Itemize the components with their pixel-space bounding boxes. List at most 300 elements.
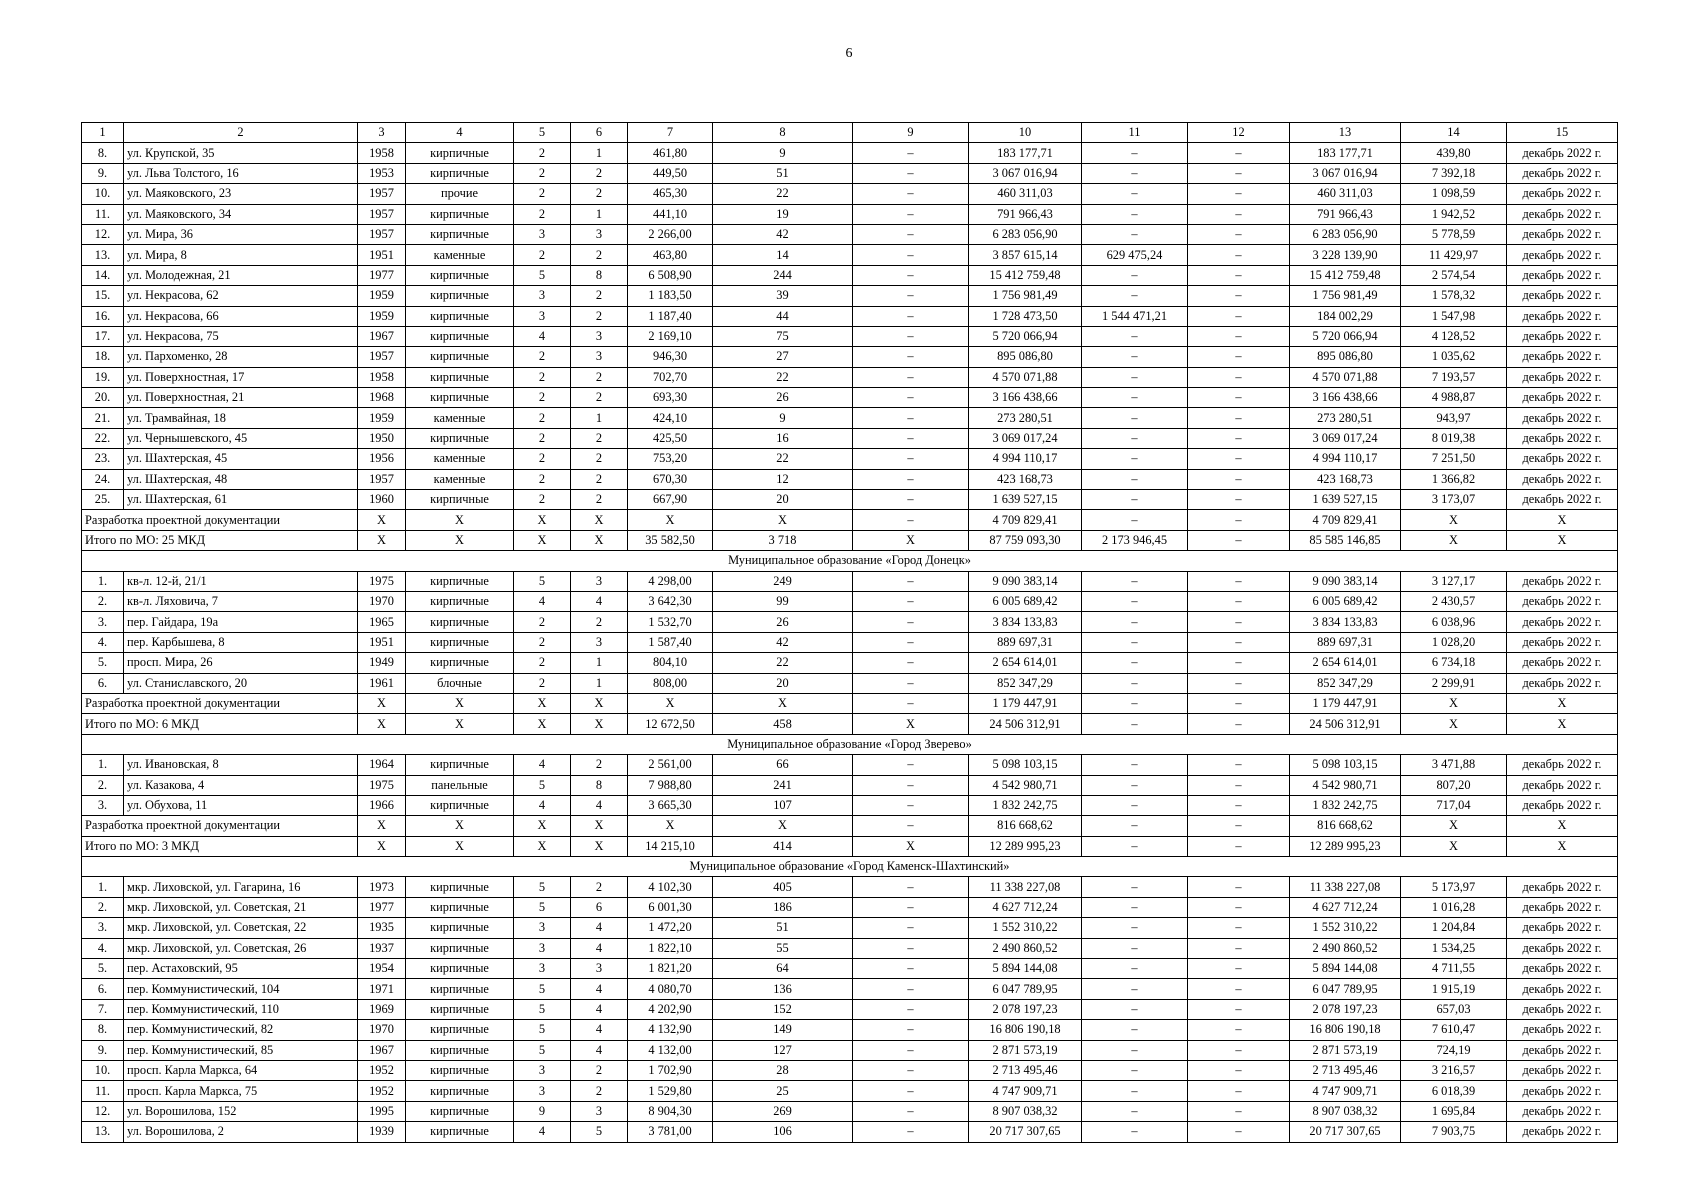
section-title-row: [82, 857, 1618, 877]
cell: кирпичные: [406, 959, 514, 979]
total-row-label: Итого по МО: 25 МКД: [82, 530, 358, 550]
cell: 1952: [358, 1081, 406, 1101]
cell: 1967: [358, 1040, 406, 1060]
cell: –: [1188, 265, 1290, 285]
cell: –: [853, 326, 969, 346]
cell: 2: [571, 306, 628, 326]
cell: 6 038,96: [1401, 612, 1507, 632]
cell: 5 720 066,94: [969, 326, 1082, 346]
cell: 152: [713, 999, 853, 1019]
design-docs-row: [82, 510, 1618, 530]
address-cell: ул. Пархоменко, 28: [124, 347, 358, 367]
cell: 5: [514, 1040, 571, 1060]
cell: 2 490 860,52: [969, 938, 1082, 958]
cell: 6 283 056,90: [1290, 224, 1401, 244]
cell: кирпичные: [406, 347, 514, 367]
cell: 3: [514, 938, 571, 958]
cell: 4: [571, 1020, 628, 1040]
table-row: [82, 612, 1618, 632]
cell: 1959: [358, 408, 406, 428]
cell: 26: [713, 612, 853, 632]
cell: 11 338 227,08: [969, 877, 1082, 897]
cell: 1956: [358, 449, 406, 469]
cell: –: [1188, 388, 1290, 408]
cell: X: [1507, 693, 1618, 713]
table-row: [82, 326, 1618, 346]
address-cell: ул. Мира, 8: [124, 245, 358, 265]
cell: X: [571, 693, 628, 713]
cell: –: [1082, 918, 1188, 938]
cell: 1952: [358, 1060, 406, 1080]
cell: 3 857 615,14: [969, 245, 1082, 265]
cell: 8 907 038,32: [1290, 1101, 1401, 1121]
cell: 1 534,25: [1401, 938, 1507, 958]
cell: –: [1188, 775, 1290, 795]
cell: 693,30: [628, 388, 713, 408]
cell: 4: [514, 326, 571, 346]
cell: –: [1188, 428, 1290, 448]
table-row: [82, 938, 1618, 958]
address-cell: пер. Коммунистический, 104: [124, 979, 358, 999]
cell: 3 642,30: [628, 591, 713, 611]
cell: 4: [571, 591, 628, 611]
cell: 3: [571, 224, 628, 244]
cell: 946,30: [628, 347, 713, 367]
deadline-cell: декабрь 2022 г.: [1507, 286, 1618, 306]
cell: 1937: [358, 938, 406, 958]
table-row: [82, 306, 1618, 326]
cell: 5 720 066,94: [1290, 326, 1401, 346]
cell: 1975: [358, 775, 406, 795]
address-cell: ул. Крупской, 35: [124, 143, 358, 163]
cell: 2: [514, 408, 571, 428]
cell: X: [571, 714, 628, 734]
cell: 6 018,39: [1401, 1081, 1507, 1101]
deadline-cell: декабрь 2022 г.: [1507, 571, 1618, 591]
cell: 249: [713, 571, 853, 591]
cell: 1939: [358, 1122, 406, 1142]
table-row: [82, 632, 1618, 652]
cell: 3: [514, 918, 571, 938]
cell: 2: [571, 245, 628, 265]
cell: 1958: [358, 143, 406, 163]
address-cell: ул. Ивановская, 8: [124, 755, 358, 775]
cell: 149: [713, 1020, 853, 1040]
cell: –: [1082, 184, 1188, 204]
cell: 465,30: [628, 184, 713, 204]
cell: 87 759 093,30: [969, 530, 1082, 550]
cell: 1 366,82: [1401, 469, 1507, 489]
cell: 22: [713, 367, 853, 387]
cell: 670,30: [628, 469, 713, 489]
cell: 753,20: [628, 449, 713, 469]
cell: 3: [571, 1101, 628, 1121]
cell: 1: [571, 143, 628, 163]
cell: 1961: [358, 673, 406, 693]
cell: X: [406, 714, 514, 734]
cell: 1 702,90: [628, 1060, 713, 1080]
page-number: 6: [845, 46, 853, 61]
cell: 414: [713, 836, 853, 856]
cell: 1 821,20: [628, 959, 713, 979]
deadline-cell: декабрь 2022 г.: [1507, 612, 1618, 632]
cell: кирпичные: [406, 306, 514, 326]
cell: 5: [514, 897, 571, 917]
cell: 1 547,98: [1401, 306, 1507, 326]
cell: 3: [571, 326, 628, 346]
cell: 20 717 307,65: [969, 1122, 1082, 1142]
cell: 2: [514, 653, 571, 673]
cell: 463,80: [628, 245, 713, 265]
cell: 2 561,00: [628, 755, 713, 775]
cell: 2: [514, 367, 571, 387]
row-number: 4.: [82, 632, 124, 652]
cell: X: [1507, 714, 1618, 734]
section-title: Муниципальное образование «Город Каменск-Шахтинский»: [82, 857, 1618, 877]
cell: 4: [514, 591, 571, 611]
cell: X: [1507, 530, 1618, 550]
header-cell: 12: [1188, 123, 1290, 143]
cell: –: [1082, 693, 1188, 713]
cell: –: [853, 816, 969, 836]
cell: –: [1082, 367, 1188, 387]
cell: 3: [514, 306, 571, 326]
cell: 1 942,52: [1401, 204, 1507, 224]
cell: X: [571, 510, 628, 530]
cell: кирпичные: [406, 490, 514, 510]
cell: –: [853, 959, 969, 979]
cell: 4 747 909,71: [1290, 1081, 1401, 1101]
cell: 4 132,00: [628, 1040, 713, 1060]
cell: X: [1401, 714, 1507, 734]
deadline-cell: декабрь 2022 г.: [1507, 347, 1618, 367]
cell: 5: [514, 265, 571, 285]
cell: X: [853, 714, 969, 734]
cell: 1 204,84: [1401, 918, 1507, 938]
cell: 3 834 133,83: [969, 612, 1082, 632]
cell: –: [1082, 265, 1188, 285]
cell: 1958: [358, 367, 406, 387]
cell: 9: [713, 143, 853, 163]
cell: –: [1082, 326, 1188, 346]
address-cell: ул. Поверхностная, 17: [124, 367, 358, 387]
deadline-cell: декабрь 2022 г.: [1507, 591, 1618, 611]
cell: 791 966,43: [969, 204, 1082, 224]
cell: –: [1082, 1081, 1188, 1101]
cell: 42: [713, 632, 853, 652]
cell: 1969: [358, 999, 406, 1019]
cell: 5: [514, 979, 571, 999]
cell: –: [1082, 1060, 1188, 1080]
cell: 1960: [358, 490, 406, 510]
cell: 3: [514, 1060, 571, 1080]
deadline-cell: декабрь 2022 г.: [1507, 775, 1618, 795]
row-number: 4.: [82, 938, 124, 958]
cell: 2 078 197,23: [1290, 999, 1401, 1019]
address-cell: мкр. Лиховской, ул. Гагарина, 16: [124, 877, 358, 897]
cell: –: [853, 388, 969, 408]
cell: –: [853, 224, 969, 244]
cell: 4 128,52: [1401, 326, 1507, 346]
cell: 4 202,90: [628, 999, 713, 1019]
deadline-cell: декабрь 2022 г.: [1507, 265, 1618, 285]
cell: –: [853, 918, 969, 938]
cell: 657,03: [1401, 999, 1507, 1019]
row-number: 16.: [82, 306, 124, 326]
table-row: [82, 367, 1618, 387]
cell: –: [1082, 347, 1188, 367]
cell: 889 697,31: [1290, 632, 1401, 652]
cell: кирпичные: [406, 1020, 514, 1040]
cell: 1 915,19: [1401, 979, 1507, 999]
cell: –: [1188, 1020, 1290, 1040]
cell: X: [358, 693, 406, 713]
cell: 1959: [358, 286, 406, 306]
cell: кирпичные: [406, 1040, 514, 1060]
section-title: Муниципальное образование «Город Донецк»: [82, 551, 1618, 571]
row-number: 5.: [82, 653, 124, 673]
address-cell: ул. Трамвайная, 18: [124, 408, 358, 428]
address-cell: ул. Обухова, 11: [124, 795, 358, 815]
cell: –: [853, 1081, 969, 1101]
cell: 9 090 383,14: [969, 571, 1082, 591]
cell: кирпичные: [406, 388, 514, 408]
cell: –: [1188, 632, 1290, 652]
cell: –: [1188, 490, 1290, 510]
cell: X: [571, 816, 628, 836]
deadline-cell: декабрь 2022 г.: [1507, 367, 1618, 387]
cell: –: [1082, 286, 1188, 306]
cell: 1954: [358, 959, 406, 979]
cell: –: [853, 775, 969, 795]
deadline-cell: декабрь 2022 г.: [1507, 632, 1618, 652]
cell: 26: [713, 388, 853, 408]
cell: 8 904,30: [628, 1101, 713, 1121]
header-cell: 14: [1401, 123, 1507, 143]
cell: 439,80: [1401, 143, 1507, 163]
cell: –: [853, 1122, 969, 1142]
cell: 5: [514, 1020, 571, 1040]
cell: 3 781,00: [628, 1122, 713, 1142]
cell: 3: [571, 571, 628, 591]
cell: X: [1401, 816, 1507, 836]
cell: 4 994 110,17: [969, 449, 1082, 469]
cell: –: [1082, 204, 1188, 224]
cell: 3 228 139,90: [1290, 245, 1401, 265]
row-number: 5.: [82, 959, 124, 979]
cell: панельные: [406, 775, 514, 795]
cell: X: [1507, 510, 1618, 530]
cell: 51: [713, 163, 853, 183]
cell: 1964: [358, 755, 406, 775]
table-row: [82, 653, 1618, 673]
address-cell: мкр. Лиховской, ул. Советская, 22: [124, 918, 358, 938]
cell: 3 471,88: [1401, 755, 1507, 775]
cell: 1 544 471,21: [1082, 306, 1188, 326]
row-number: 24.: [82, 469, 124, 489]
row-number: 12.: [82, 1101, 124, 1121]
cell: –: [1188, 714, 1290, 734]
cell: –: [853, 1101, 969, 1121]
cell: 2: [571, 469, 628, 489]
cell: 449,50: [628, 163, 713, 183]
address-cell: ул. Маяковского, 34: [124, 204, 358, 224]
cell: 107: [713, 795, 853, 815]
cell: 1 639 527,15: [969, 490, 1082, 510]
header-cell: 6: [571, 123, 628, 143]
cell: –: [853, 1060, 969, 1080]
design-docs-row-label: Разработка проектной документации: [82, 510, 358, 530]
row-number: 21.: [82, 408, 124, 428]
cell: X: [713, 693, 853, 713]
cell: кирпичные: [406, 999, 514, 1019]
deadline-cell: декабрь 2022 г.: [1507, 795, 1618, 815]
address-cell: мкр. Лиховской, ул. Советская, 26: [124, 938, 358, 958]
cell: 2: [571, 449, 628, 469]
cell: 1: [571, 408, 628, 428]
cell: –: [853, 490, 969, 510]
table-row: [82, 469, 1618, 489]
cell: 3 834 133,83: [1290, 612, 1401, 632]
cell: 16 806 190,18: [1290, 1020, 1401, 1040]
cell: 16: [713, 428, 853, 448]
cell: –: [1188, 184, 1290, 204]
cell: 2: [514, 163, 571, 183]
cell: 2: [571, 428, 628, 448]
cell: –: [1188, 591, 1290, 611]
header-row: [82, 123, 1618, 143]
cell: –: [1188, 326, 1290, 346]
cell: кирпичные: [406, 877, 514, 897]
cell: 6 508,90: [628, 265, 713, 285]
table-row: [82, 428, 1618, 448]
cell: –: [1188, 1081, 1290, 1101]
cell: 4 132,90: [628, 1020, 713, 1040]
cell: 3 166 438,66: [1290, 388, 1401, 408]
row-number: 10.: [82, 184, 124, 204]
cell: –: [1188, 1101, 1290, 1121]
cell: 6 047 789,95: [969, 979, 1082, 999]
cell: 2: [514, 490, 571, 510]
cell: 1965: [358, 612, 406, 632]
cell: –: [1082, 612, 1188, 632]
table-row: [82, 897, 1618, 917]
cell: 24 506 312,91: [969, 714, 1082, 734]
cell: X: [358, 714, 406, 734]
cell: –: [1082, 388, 1188, 408]
cell: 3 718: [713, 530, 853, 550]
cell: 7 193,57: [1401, 367, 1507, 387]
address-cell: ул. Некрасова, 62: [124, 286, 358, 306]
header-cell: 1: [82, 123, 124, 143]
cell: 1970: [358, 591, 406, 611]
table-row: [82, 1040, 1618, 1060]
cell: 28: [713, 1060, 853, 1080]
cell: 4 627 712,24: [969, 897, 1082, 917]
cell: 1: [571, 204, 628, 224]
cell: 244: [713, 265, 853, 285]
cell: X: [1401, 693, 1507, 713]
cell: 2: [514, 632, 571, 652]
table-row: [82, 224, 1618, 244]
table-row: [82, 918, 1618, 938]
cell: 4 102,30: [628, 877, 713, 897]
cell: 1 587,40: [628, 632, 713, 652]
cell: 9 090 383,14: [1290, 571, 1401, 591]
cell: 12 672,50: [628, 714, 713, 734]
cell: –: [853, 1020, 969, 1040]
deadline-cell: декабрь 2022 г.: [1507, 959, 1618, 979]
cell: 2 173 946,45: [1082, 530, 1188, 550]
cell: X: [358, 816, 406, 836]
cell: X: [713, 510, 853, 530]
cell: 1975: [358, 571, 406, 591]
cell: –: [1188, 163, 1290, 183]
cell: –: [1082, 632, 1188, 652]
deadline-cell: декабрь 2022 г.: [1507, 469, 1618, 489]
table-row: [82, 347, 1618, 367]
cell: 4 711,55: [1401, 959, 1507, 979]
cell: 4: [571, 938, 628, 958]
cell: 2: [571, 490, 628, 510]
table-row: [82, 979, 1618, 999]
cell: –: [1188, 449, 1290, 469]
cell: X: [1507, 816, 1618, 836]
cell: кирпичные: [406, 326, 514, 346]
cell: –: [1188, 612, 1290, 632]
table-row: [82, 1020, 1618, 1040]
cell: 667,90: [628, 490, 713, 510]
cell: –: [853, 184, 969, 204]
cell: 1 035,62: [1401, 347, 1507, 367]
cell: кирпичные: [406, 1101, 514, 1121]
cell: –: [1082, 653, 1188, 673]
deadline-cell: декабрь 2022 г.: [1507, 245, 1618, 265]
table-row: [82, 775, 1618, 795]
cell: 423 168,73: [969, 469, 1082, 489]
cell: –: [1188, 469, 1290, 489]
cell: 1949: [358, 653, 406, 673]
cell: 2: [571, 1060, 628, 1080]
cell: –: [853, 306, 969, 326]
cell: –: [1188, 245, 1290, 265]
cell: 183 177,71: [1290, 143, 1401, 163]
cell: 460 311,03: [1290, 184, 1401, 204]
cell: –: [1082, 428, 1188, 448]
cell: 66: [713, 755, 853, 775]
cell: 5: [514, 571, 571, 591]
cell: кирпичные: [406, 367, 514, 387]
address-cell: ул. Ворошилова, 2: [124, 1122, 358, 1142]
cell: 3 173,07: [1401, 490, 1507, 510]
cell: 1957: [358, 184, 406, 204]
cell: 1967: [358, 326, 406, 346]
cell: –: [853, 367, 969, 387]
cell: 22: [713, 449, 853, 469]
cell: –: [1188, 224, 1290, 244]
cell: –: [853, 143, 969, 163]
cell: 4: [571, 1040, 628, 1060]
cell: –: [853, 632, 969, 652]
cell: кирпичные: [406, 1122, 514, 1142]
row-number: 1.: [82, 877, 124, 897]
cell: 241: [713, 775, 853, 795]
row-number: 9.: [82, 163, 124, 183]
design-docs-row-label: Разработка проектной документации: [82, 816, 358, 836]
deadline-cell: декабрь 2022 г.: [1507, 877, 1618, 897]
deadline-cell: декабрь 2022 г.: [1507, 918, 1618, 938]
deadline-cell: декабрь 2022 г.: [1507, 449, 1618, 469]
